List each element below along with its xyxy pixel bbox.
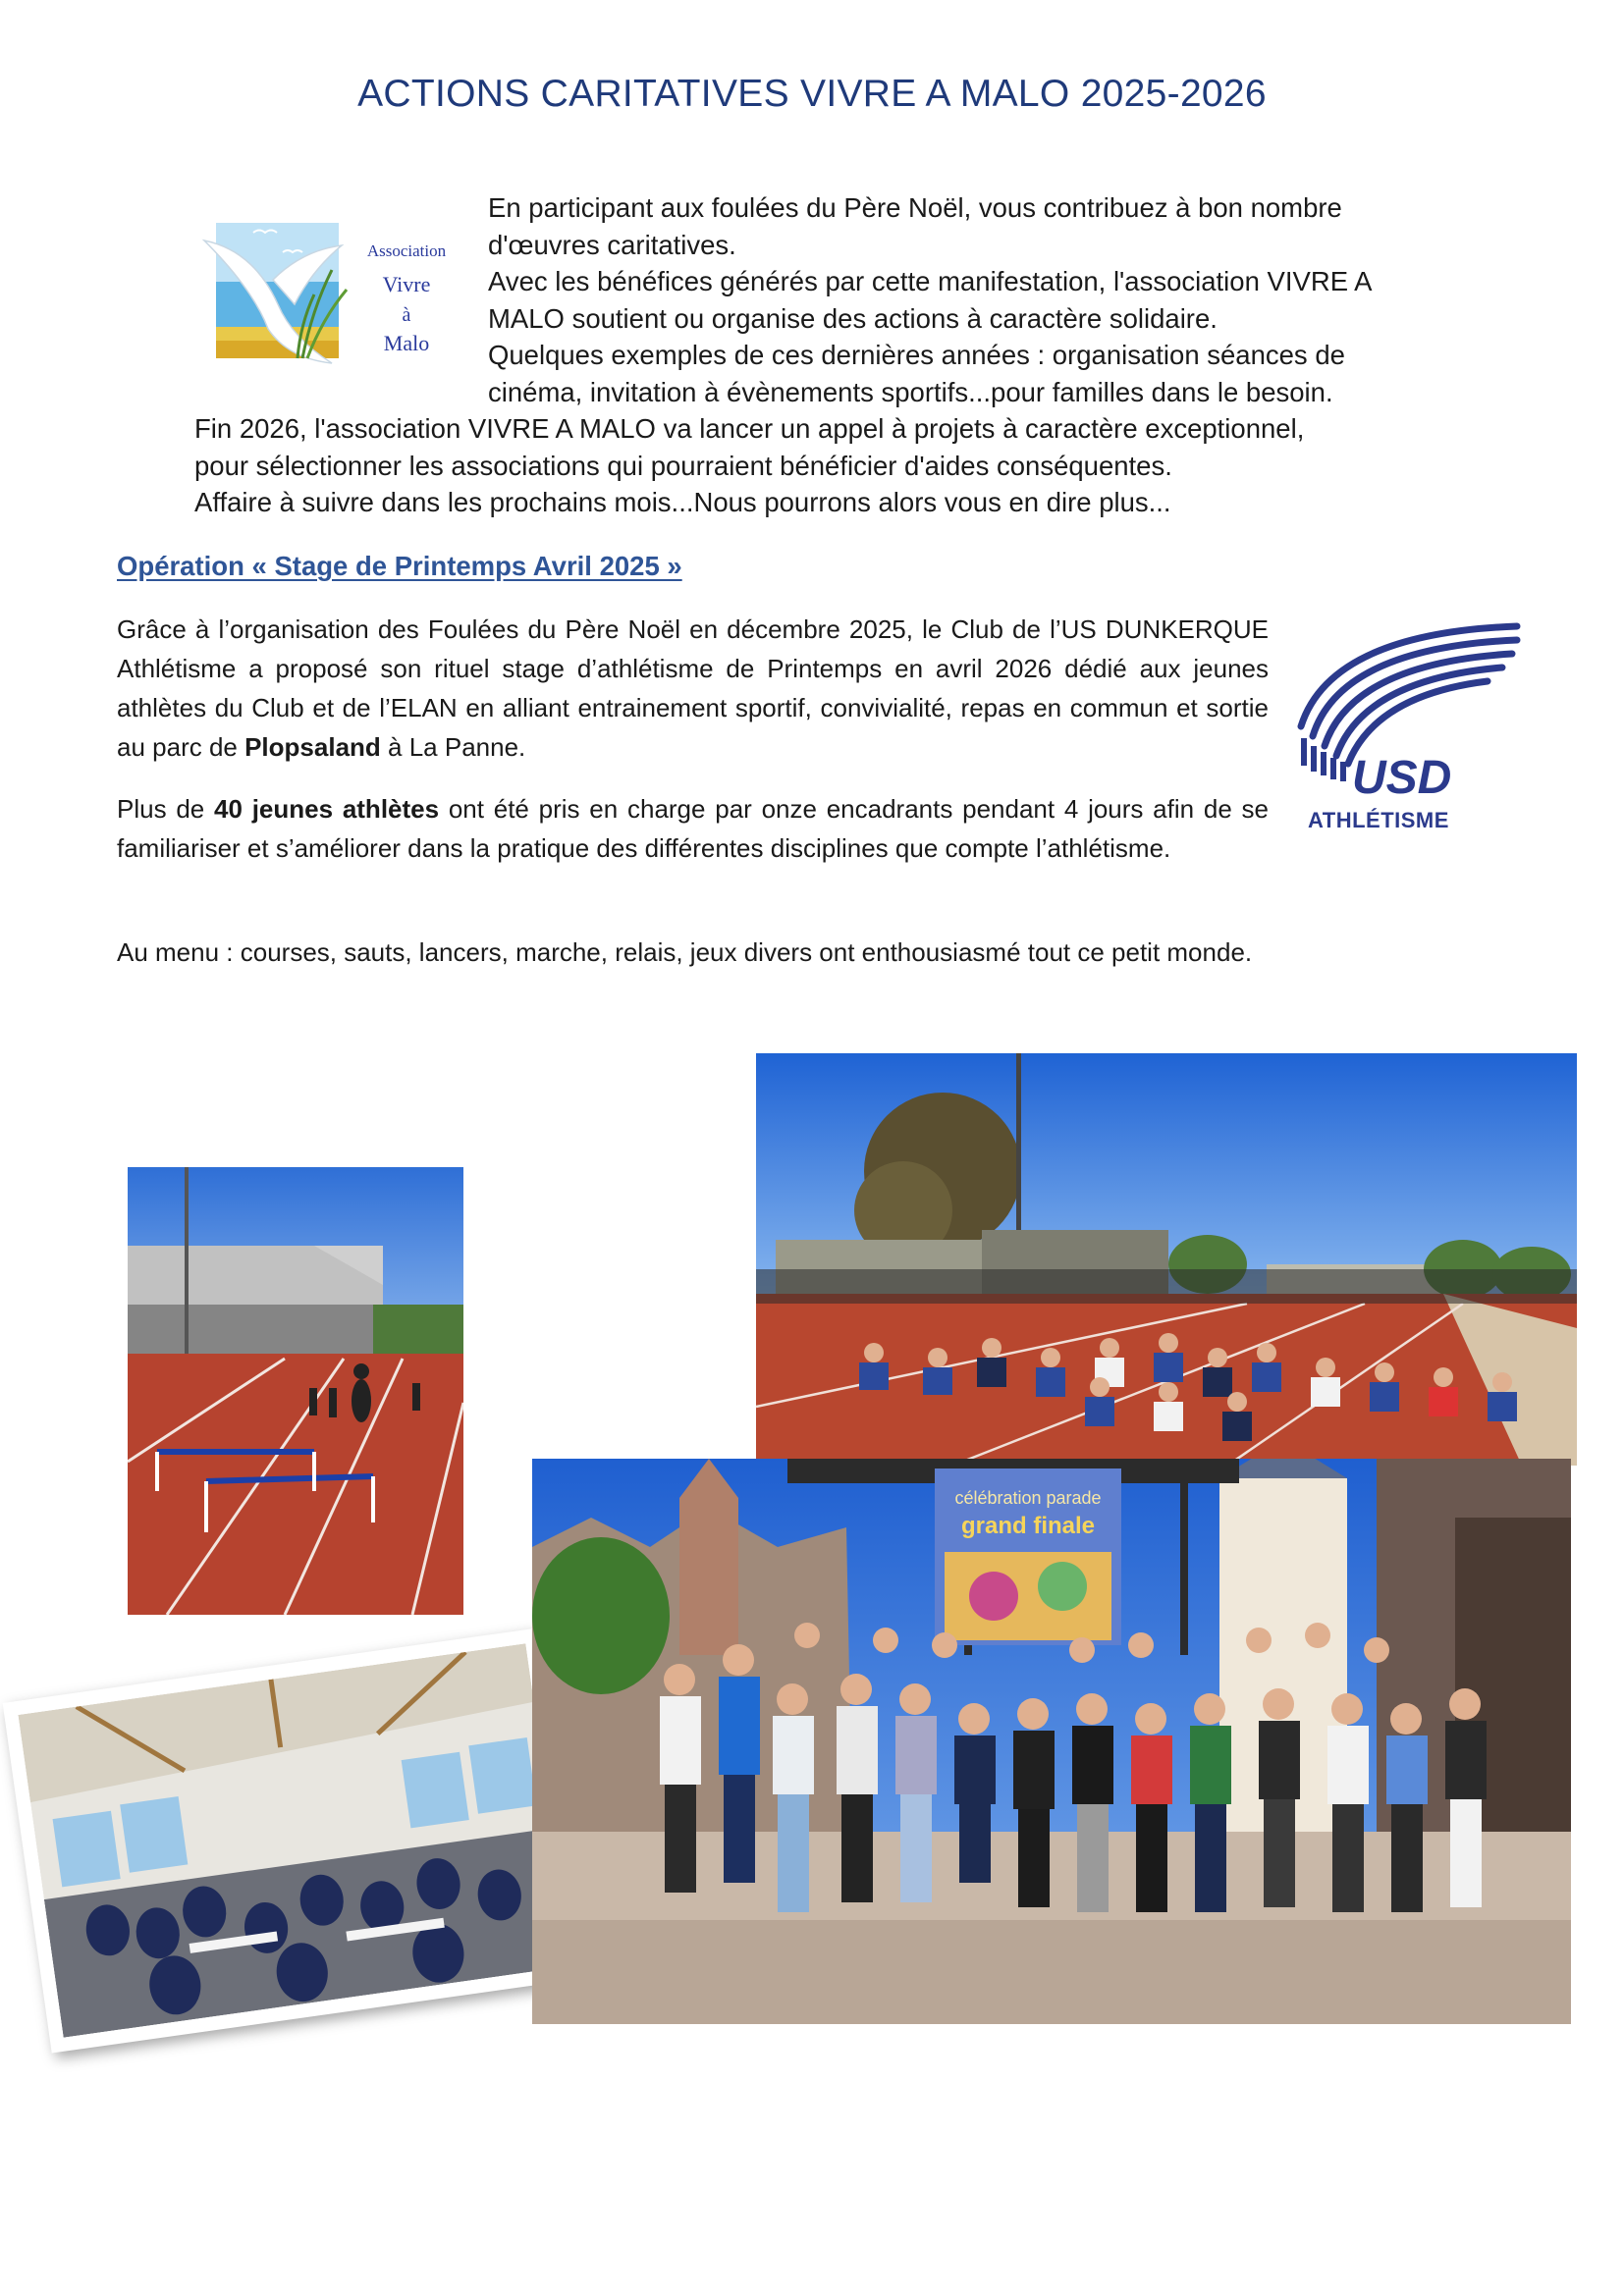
- park-banner-line1: célébration parade: [954, 1488, 1102, 1508]
- paragraph-text: ont été pris en charge par onze encadrants pendant 4 jours afin de se familiariser et s’améliorer dans la pratique des différentes disciplines que compte l’athlétisme.: [117, 794, 1269, 863]
- intro-line: En participant aux foulées du Père Noël, vous contribuez à bon nombre: [488, 192, 1342, 223]
- usd-athletisme-logo: [1291, 618, 1532, 844]
- photo-hurdles-track: [128, 1167, 463, 1615]
- photo-plopsaland-group: [532, 1459, 1571, 2024]
- logo-text-a: à: [402, 304, 411, 326]
- paragraph-athletes: [117, 789, 1269, 868]
- paragraph-menu: Au menu : courses, sauts, lancers, marche, relais, jeux divers ont enthousiasmé tout ce petit monde.: [117, 937, 1253, 967]
- logo-text-malo: Malo: [383, 331, 430, 355]
- paragraph-text: Plus de: [117, 794, 215, 824]
- vivre-a-malo-logo: [185, 211, 463, 388]
- paragraph-text: Grâce à l’organisation des Foulées du Père Noël en décembre 2025, le Club de l’US DUNKERQUE Athlétisme a proposé son rituel stage d’athlétisme de Printemps en avril 2026 dédié aux jeunes athlètes du Club et de l’ELAN en alliant entrainement sportif, convivialité, repas en commun et sortie au parc de: [117, 614, 1269, 762]
- intro-line: cinéma, invitation à évènements sportifs...pour familles dans le besoin.: [488, 376, 1333, 407]
- bold-text: Plopsaland: [244, 732, 381, 762]
- page-title: ACTIONS CARITATIVES VIVRE A MALO 2025-2026: [357, 73, 1267, 115]
- logo-text-association: Association: [366, 241, 447, 260]
- section-heading: Opération « Stage de Printemps Avril 2025 »: [117, 551, 682, 581]
- photo-group-track: [756, 1053, 1577, 1466]
- intro-line: pour sélectionner les associations qui pourraient bénéficier d'aides conséquentes.: [194, 450, 1172, 481]
- logo-text-vivre: Vivre: [382, 272, 431, 296]
- photo-dining-hall: [18, 1643, 570, 2037]
- intro-text: [488, 189, 1489, 410]
- intro-line: MALO soutient ou organise des actions à caractère solidaire.: [488, 302, 1218, 334]
- intro-line: d'œuvres caritatives.: [488, 229, 736, 260]
- paragraph-text: à La Panne.: [380, 732, 526, 762]
- intro-line: Affaire à suivre dans les prochains mois...Nous pourrons alors vous en dire plus...: [194, 487, 1171, 517]
- paragraph-stage: [117, 610, 1269, 767]
- intro-text-continued: [194, 410, 1412, 521]
- usd-logo-mark: USD: [1352, 752, 1452, 804]
- intro-line: Fin 2026, l'association VIVRE A MALO va lancer un appel à projets à caractère exceptionnel,: [194, 413, 1305, 444]
- intro-line: Quelques exemples de ces dernières années : organisation séances de: [488, 340, 1345, 370]
- bold-text: 40 jeunes athlètes: [214, 794, 440, 824]
- usd-logo-sub: ATHLÉTISME: [1308, 808, 1449, 832]
- photo-dining-frame: [3, 1628, 587, 2053]
- park-banner-line2: grand finale: [960, 1513, 1096, 1539]
- intro-line: Avec les bénéfices générés par cette manifestation, l'association VIVRE A: [488, 266, 1373, 296]
